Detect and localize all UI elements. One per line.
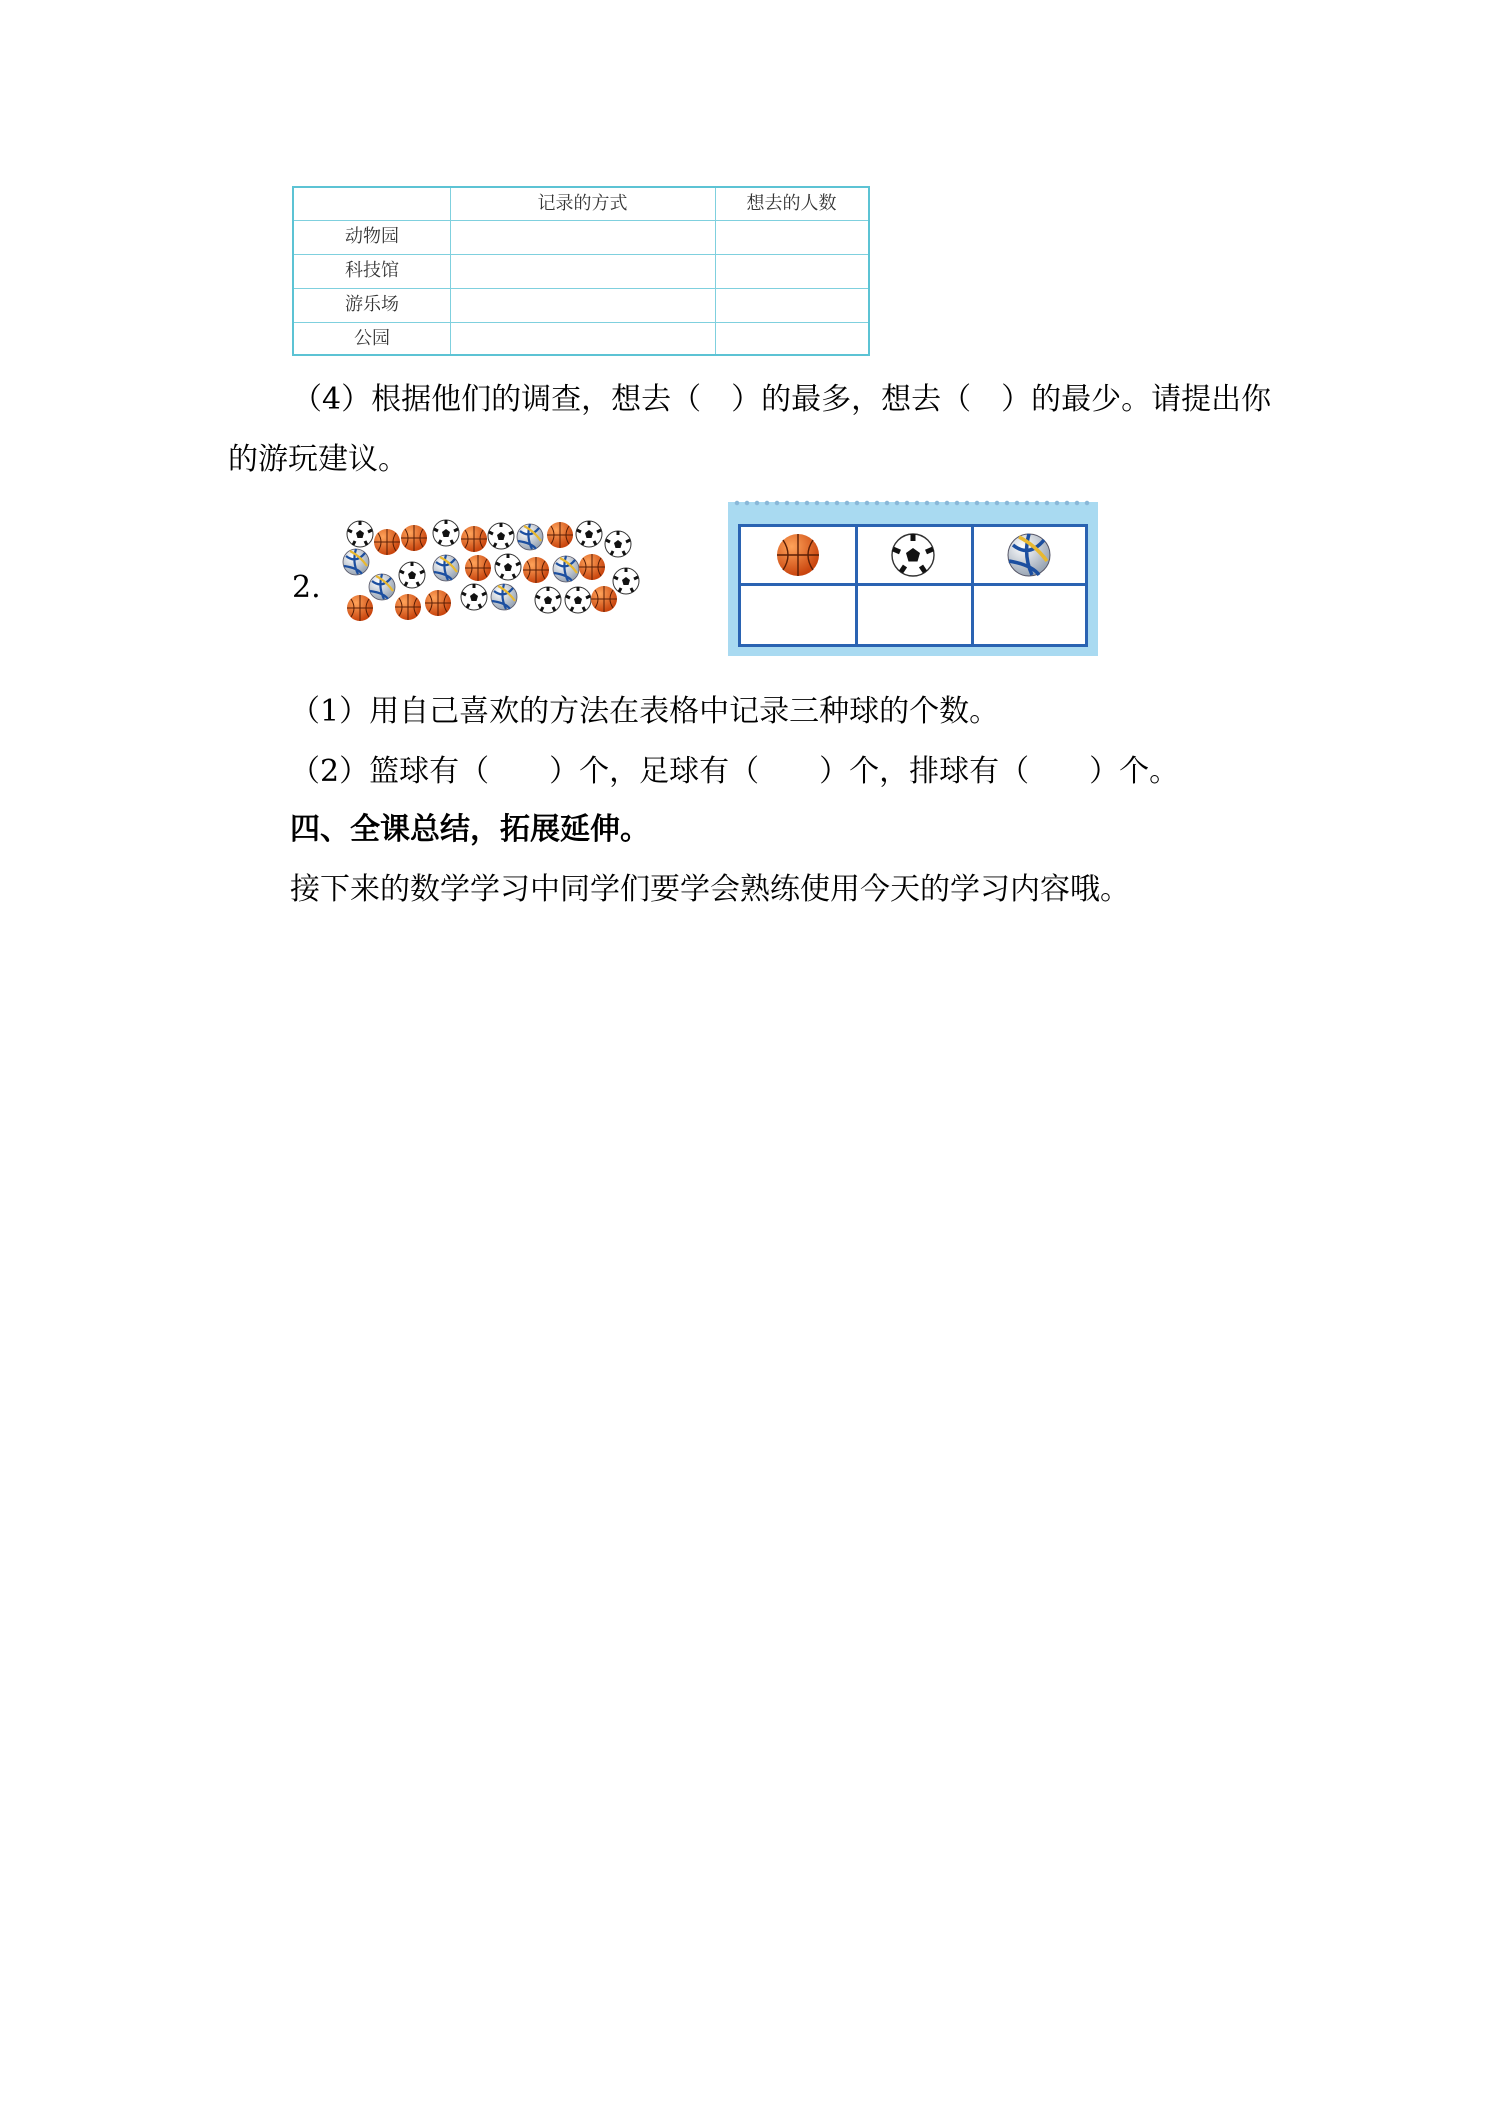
- question-number: 2.: [292, 570, 321, 605]
- survey-header-method: 记录的方式: [537, 193, 628, 214]
- survey-row-science-museum: 科技馆: [345, 260, 399, 281]
- section-text: 接下来的数学学习中同学们要学会熟练使用今天的学习内容哦。: [290, 872, 1130, 907]
- soccer-count-cell[interactable]: [858, 586, 971, 646]
- volleyball-count-cell[interactable]: [974, 586, 1085, 646]
- survey-table: [292, 186, 870, 356]
- survey-row-zoo: 动物园: [345, 226, 399, 247]
- survey-header-count: 想去的人数: [746, 193, 837, 214]
- balls-picture: [330, 517, 720, 629]
- spiral-binding: [732, 499, 1094, 507]
- q2-part1: （1）用自己喜欢的方法在表格中记录三种球的个数。: [290, 694, 1000, 729]
- q4-line1: （4）根据他们的调查，想去（ ）的最多，想去（ ）的最少。请提出你: [292, 382, 1272, 417]
- q2-part2: （2）篮球有（ ）个，足球有（ ）个，排球有（ ）个。: [290, 754, 1180, 789]
- survey-row-amusement-park: 游乐场: [345, 294, 399, 315]
- volleyball-icon: [1007, 533, 1051, 577]
- q4-line2: 的游玩建议。: [228, 442, 408, 477]
- section-heading: 四、全课总结，拓展延伸。: [290, 812, 650, 847]
- basketball-count-cell[interactable]: [741, 586, 855, 646]
- soccer-ball-icon: [891, 533, 935, 577]
- survey-row-park: 公园: [354, 328, 390, 349]
- basketball-icon: [776, 533, 820, 577]
- ball-count-table: [728, 502, 1098, 656]
